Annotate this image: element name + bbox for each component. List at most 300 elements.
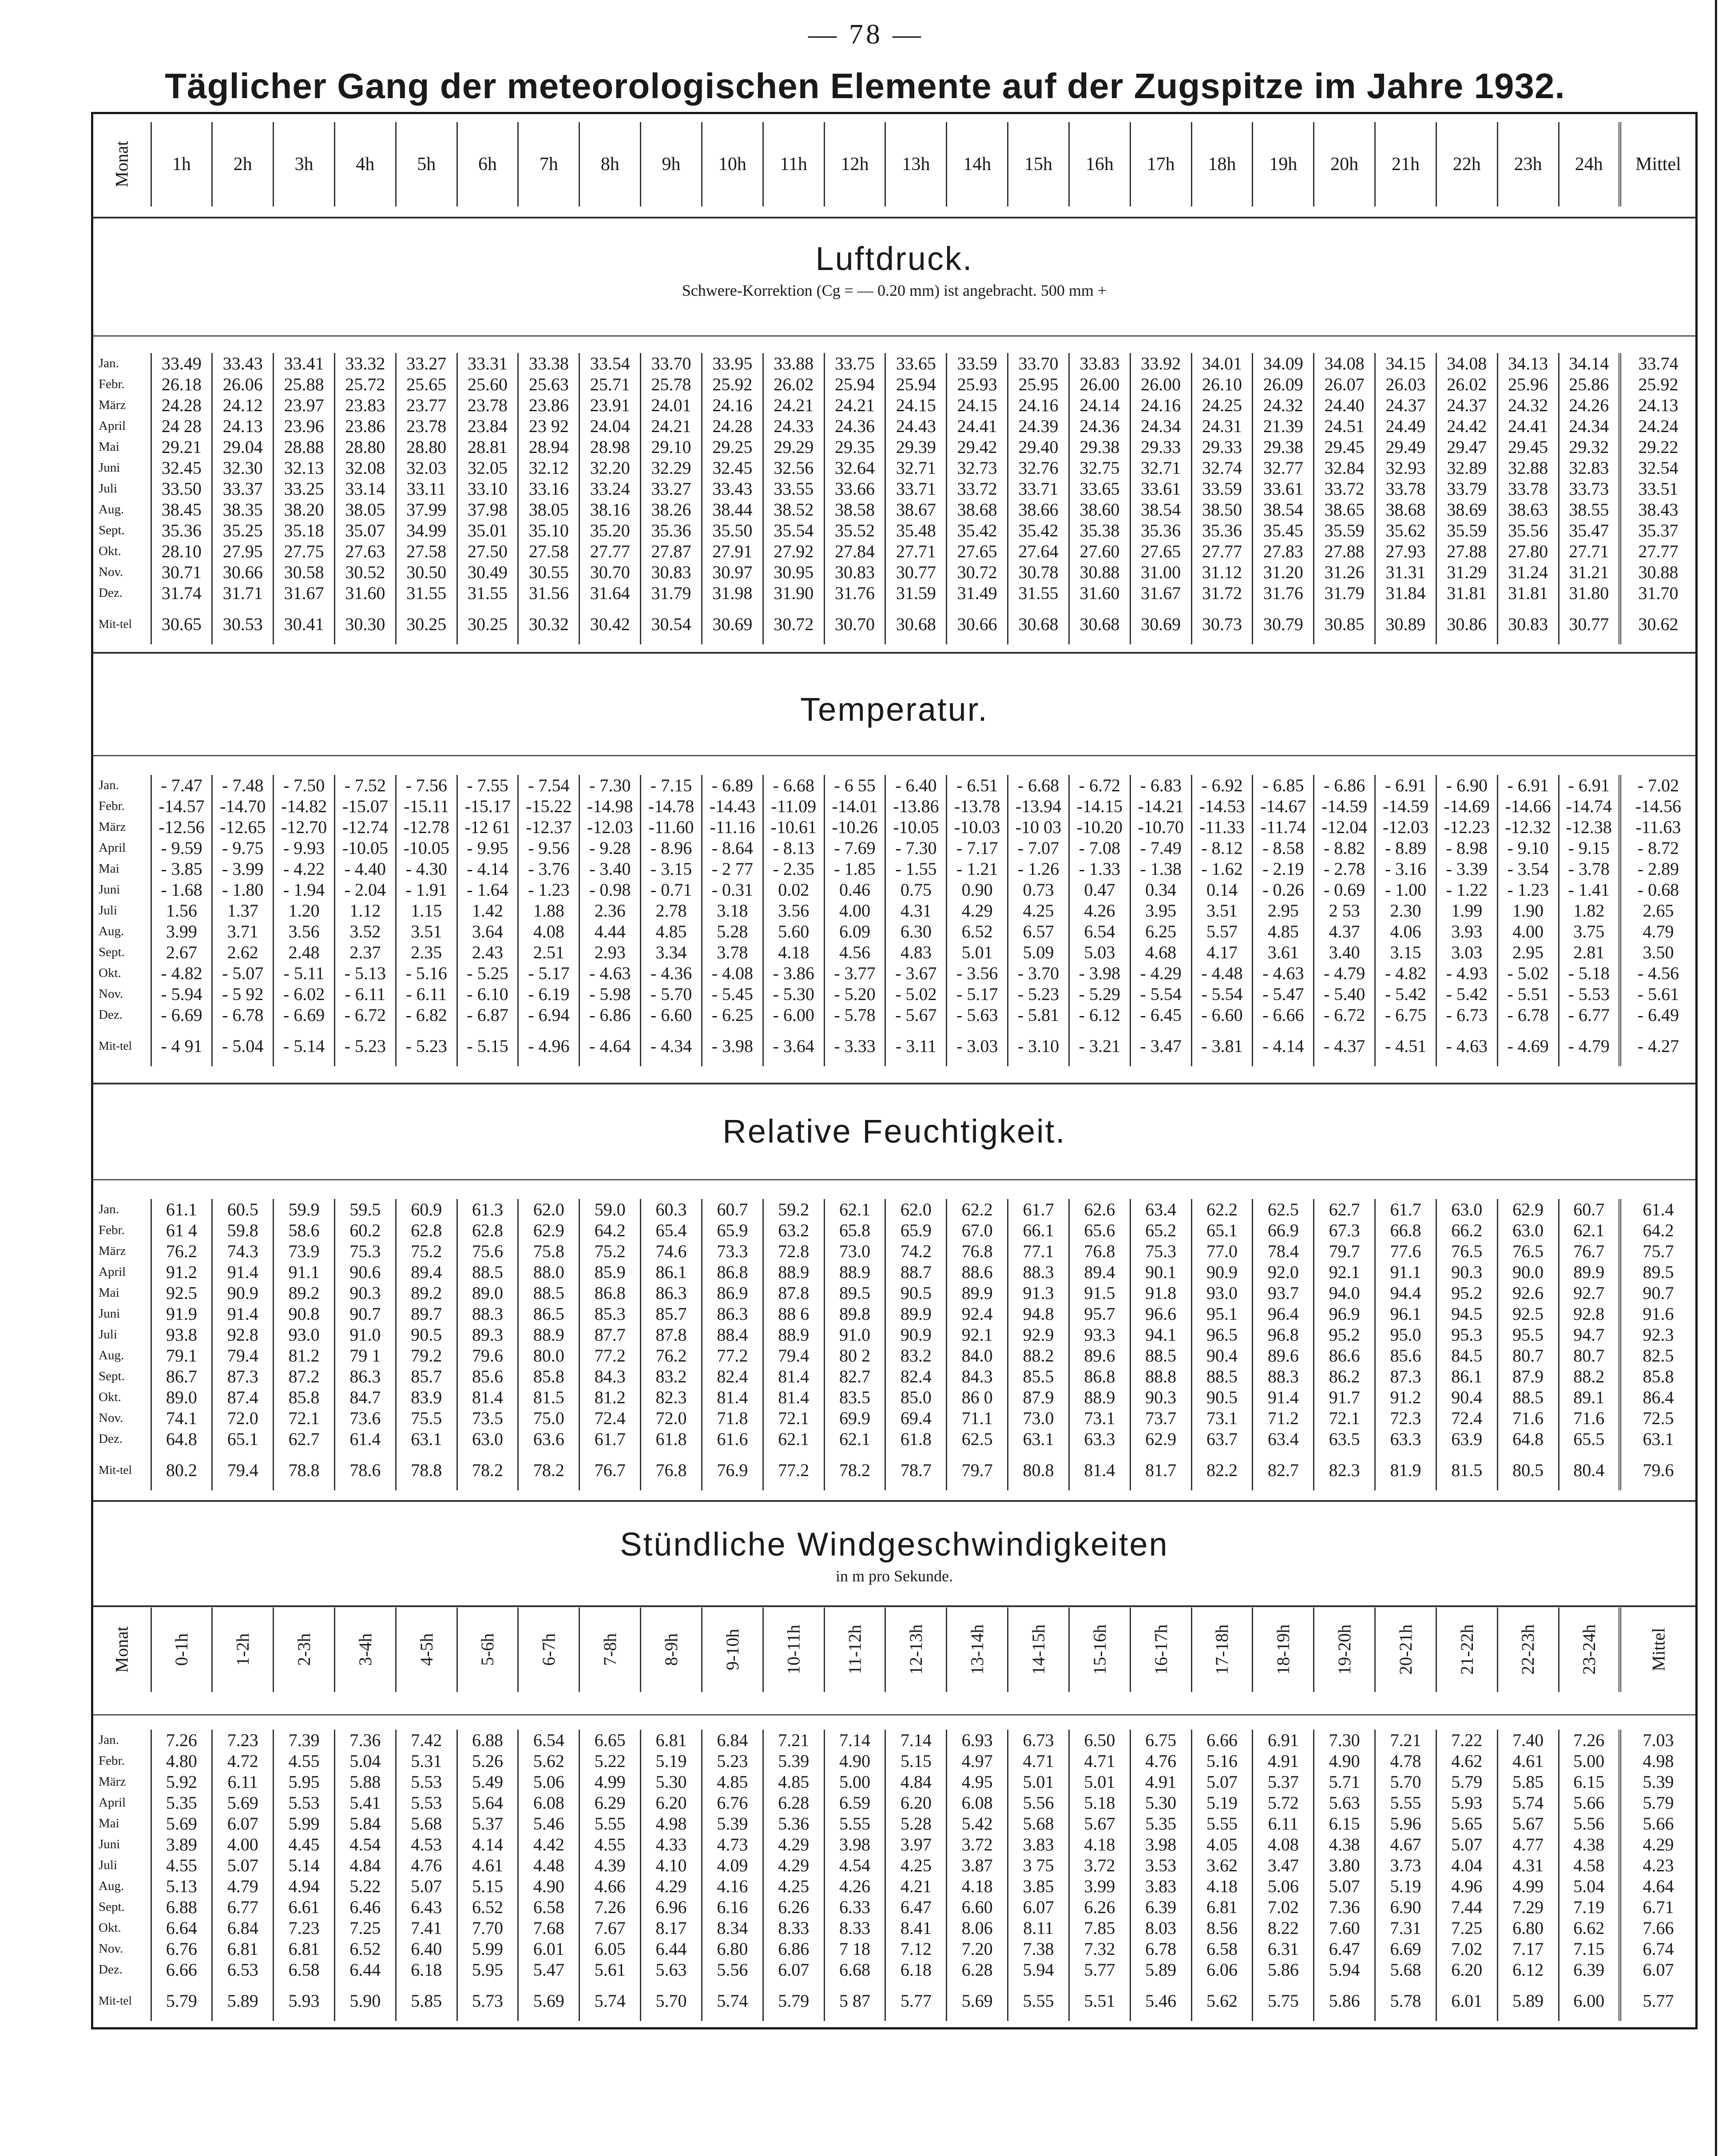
data-cell: 5.68 <box>1375 1959 1436 1980</box>
data-cell: 7.70 <box>457 1918 518 1938</box>
data-cell: 4.08 <box>1253 1834 1314 1855</box>
data-cell: - 7.17 <box>947 838 1008 858</box>
wind-column-header <box>93 1608 1695 1692</box>
data-cell: 73.7 <box>1130 1408 1191 1429</box>
data-cell: 89.3 <box>457 1324 518 1345</box>
data-cell: 24.21 <box>824 395 885 416</box>
mean-cell: 82.7 <box>1253 1449 1314 1490</box>
data-cell: 2.81 <box>1559 942 1620 963</box>
mean-cell: 30.66 <box>947 604 1008 644</box>
data-cell: 35.36 <box>1191 520 1253 541</box>
data-cell: 83.2 <box>885 1345 947 1366</box>
hour-header-table <box>93 122 1695 206</box>
data-cell: 82.3 <box>641 1387 702 1408</box>
section-heading-wind <box>93 1525 1695 1585</box>
data-cell: 4.25 <box>763 1876 824 1897</box>
data-cell: 60.9 <box>396 1199 457 1220</box>
data-cell: 64.8 <box>1497 1429 1559 1449</box>
data-cell: 29.39 <box>885 437 947 457</box>
data-cell: 4.17 <box>1191 942 1253 963</box>
data-cell: - 0.71 <box>641 879 702 900</box>
table-row <box>93 1366 1695 1387</box>
interval-column-header <box>641 1608 702 1692</box>
section-rule <box>93 1083 1695 1084</box>
hour-column-header: 3h <box>274 122 335 206</box>
data-cell: 5.99 <box>457 1938 518 1959</box>
data-cell: -13.86 <box>885 796 947 817</box>
data-cell: -12.04 <box>1314 817 1375 838</box>
data-cell: 5.55 <box>1375 1792 1436 1813</box>
data-cell: - 6.12 <box>1069 1005 1130 1025</box>
data-cell: 4.33 <box>641 1834 702 1855</box>
data-cell: 31.31 <box>1375 562 1436 583</box>
data-cell: - 5.51 <box>1497 984 1559 1005</box>
data-cell: - 7.30 <box>579 775 641 796</box>
data-cell: 89.6 <box>1253 1345 1314 1366</box>
data-cell: 21.39 <box>1253 416 1314 437</box>
data-cell: 6.65 <box>579 1730 641 1751</box>
interval-column-header <box>947 1608 1008 1692</box>
data-cell: 23.97 <box>274 395 335 416</box>
data-cell: - 5.63 <box>947 1005 1008 1025</box>
data-cell: 7.44 <box>1436 1897 1497 1918</box>
data-cell: 27.75 <box>274 541 335 562</box>
data-cell: 85.5 <box>1008 1366 1069 1387</box>
hour-column-header: 15h <box>1008 122 1069 206</box>
data-cell: 38.60 <box>1069 499 1130 520</box>
data-cell: 62.5 <box>1253 1199 1314 1220</box>
annual-mean-value: 30.62 <box>1620 604 1695 644</box>
table-row <box>93 1199 1695 1220</box>
data-cell: 79.6 <box>457 1345 518 1366</box>
mean-cell: 79.7 <box>947 1449 1008 1490</box>
data-cell: - 6.94 <box>518 1005 579 1025</box>
data-cell: 5.15 <box>885 1751 947 1771</box>
table-row <box>93 1241 1695 1262</box>
data-cell: - 6.60 <box>641 1005 702 1025</box>
data-cell: 34.15 <box>1375 353 1436 374</box>
data-cell: 8.34 <box>702 1918 763 1938</box>
data-cell: - 6.02 <box>274 984 335 1005</box>
month-label: Dez. <box>99 1432 123 1446</box>
data-cell: - 6.66 <box>1253 1005 1314 1025</box>
data-cell: - 9.93 <box>274 838 335 858</box>
data-cell: 35.50 <box>702 520 763 541</box>
data-cell: - 7.48 <box>212 775 274 796</box>
data-cell: 7.25 <box>334 1918 396 1938</box>
row-mean-value: 35.37 <box>1620 520 1695 541</box>
data-cell: 83.2 <box>641 1366 702 1387</box>
data-cell: 7.26 <box>579 1897 641 1918</box>
data-cell: 5.01 <box>1008 1771 1069 1792</box>
interval-column-header <box>885 1608 947 1692</box>
data-cell: 4.76 <box>1130 1751 1191 1771</box>
data-cell: 38.68 <box>1375 499 1436 520</box>
data-cell: 89.0 <box>457 1282 518 1303</box>
mean-row <box>93 1980 1695 2021</box>
data-cell: - 5.11 <box>274 963 335 984</box>
data-cell: 26.18 <box>151 374 212 395</box>
data-cell: 35.36 <box>151 520 212 541</box>
mean-cell: 78.7 <box>885 1449 947 1490</box>
data-cell: 4.18 <box>1069 1834 1130 1855</box>
data-cell: 92.5 <box>1497 1303 1559 1324</box>
mean-cell: 6.00 <box>1559 1980 1620 2021</box>
data-cell: - 8.98 <box>1436 838 1497 858</box>
data-cell: 6.86 <box>763 1938 824 1959</box>
data-cell: 4.98 <box>641 1813 702 1834</box>
mean-cell: - 3.47 <box>1130 1025 1191 1066</box>
data-cell: 30.55 <box>518 562 579 583</box>
data-cell: 3.34 <box>641 942 702 963</box>
month-label: Juni <box>99 1837 120 1851</box>
interval-header-table <box>93 1608 1695 1692</box>
data-cell: 0.90 <box>947 879 1008 900</box>
data-cell: 5.41 <box>334 1792 396 1813</box>
data-cell: - 3.54 <box>1497 858 1559 879</box>
data-cell: - 8.96 <box>641 838 702 858</box>
data-cell: 31.84 <box>1375 583 1436 604</box>
hour-column-header: 11h <box>763 122 824 206</box>
data-cell: 23.91 <box>579 395 641 416</box>
data-cell: 93.0 <box>274 1324 335 1345</box>
data-cell: - 6.40 <box>885 775 947 796</box>
data-cell: 6.69 <box>1375 1938 1436 1959</box>
data-cell: - 6.75 <box>1375 1005 1436 1025</box>
data-cell: 32.77 <box>1253 457 1314 478</box>
data-cell: 84.0 <box>947 1345 1008 1366</box>
data-cell: 5.72 <box>1253 1792 1314 1813</box>
data-cell: 5.64 <box>457 1792 518 1813</box>
data-cell: 6.76 <box>151 1938 212 1959</box>
data-cell: 86.5 <box>518 1303 579 1324</box>
data-cell: 32.76 <box>1008 457 1069 478</box>
data-cell: 84.7 <box>334 1387 396 1408</box>
mean-cell: 79.4 <box>212 1449 274 1490</box>
table-row <box>93 583 1695 604</box>
data-cell: 27.58 <box>396 541 457 562</box>
hour-column-header: 10h <box>702 122 763 206</box>
data-cell: 33.41 <box>274 353 335 374</box>
month-label: Aug. <box>99 1348 124 1362</box>
data-cell: -12.23 <box>1436 817 1497 838</box>
row-mean-value: - 2.89 <box>1620 858 1695 879</box>
data-cell: 6.91 <box>1253 1730 1314 1751</box>
data-cell: - 2.19 <box>1253 858 1314 879</box>
data-cell: 33.75 <box>824 353 885 374</box>
data-cell: 63.7 <box>1191 1429 1253 1449</box>
header-rule <box>93 1714 1695 1715</box>
data-cell: 4.38 <box>1314 1834 1375 1855</box>
data-cell: 6.29 <box>579 1792 641 1813</box>
row-mean-value: 24.13 <box>1620 395 1695 416</box>
data-cell: 5.04 <box>1559 1876 1620 1897</box>
mean-cell: 77.2 <box>763 1449 824 1490</box>
data-cell: 38.67 <box>885 499 947 520</box>
table-row <box>93 942 1695 963</box>
data-cell: -12.70 <box>274 817 335 838</box>
data-cell: 6.43 <box>396 1897 457 1918</box>
data-cell: 5.67 <box>1497 1813 1559 1834</box>
mean-cell: 76.7 <box>579 1449 641 1490</box>
data-cell: 29.32 <box>1559 437 1620 457</box>
row-mean-value: 4.23 <box>1620 1855 1695 1876</box>
data-cell: - 6.72 <box>334 1005 396 1025</box>
mean-cell: 5.62 <box>1191 1980 1253 2021</box>
table-row <box>93 1324 1695 1345</box>
data-cell: 95.2 <box>1436 1282 1497 1303</box>
data-cell: 80.0 <box>518 1345 579 1366</box>
data-cell: 31.67 <box>274 583 335 604</box>
data-cell: 24.21 <box>763 395 824 416</box>
data-cell: 73.1 <box>1069 1408 1130 1429</box>
mean-column-header: Mittel <box>1620 122 1695 206</box>
interval-column-header <box>396 1608 457 1692</box>
data-cell: 67.3 <box>1314 1220 1375 1241</box>
data-cell: 63.1 <box>396 1429 457 1449</box>
data-cell: 33.16 <box>518 478 579 499</box>
data-cell: 7.14 <box>824 1730 885 1751</box>
data-cell: 63.0 <box>457 1429 518 1449</box>
data-cell: 62.8 <box>396 1220 457 1241</box>
interval-column-header <box>212 1608 274 1692</box>
data-cell: 31.79 <box>641 583 702 604</box>
month-column-header-text: Monat <box>111 1626 132 1673</box>
data-cell: 72.4 <box>579 1408 641 1429</box>
data-cell: 6.81 <box>274 1938 335 1959</box>
data-cell: 63.0 <box>1436 1199 1497 1220</box>
data-cell: 35.56 <box>1497 520 1559 541</box>
row-mean-value: 5.66 <box>1620 1813 1695 1834</box>
data-cell: 91.5 <box>1069 1282 1130 1303</box>
data-cell: 5.26 <box>457 1751 518 1771</box>
mean-cell: 30.30 <box>334 604 396 644</box>
data-cell: 6.64 <box>151 1918 212 1938</box>
data-cell: 85.6 <box>457 1366 518 1387</box>
data-cell: 24.41 <box>947 416 1008 437</box>
data-cell: 4.29 <box>763 1855 824 1876</box>
data-cell: 6.52 <box>457 1897 518 1918</box>
data-cell: - 6.86 <box>1314 775 1375 796</box>
data-cell: 65.4 <box>641 1220 702 1241</box>
month-label: Febr. <box>99 799 125 813</box>
hour-column-header: 19h <box>1253 122 1314 206</box>
data-cell: 91.8 <box>1130 1282 1191 1303</box>
data-cell: 4.55 <box>579 1834 641 1855</box>
interval-column-header <box>763 1608 824 1692</box>
data-cell: 5.18 <box>1069 1792 1130 1813</box>
data-cell: 2.93 <box>579 942 641 963</box>
data-cell: 62.7 <box>274 1429 335 1449</box>
month-label: Nov. <box>99 565 123 579</box>
data-cell: 4.42 <box>518 1834 579 1855</box>
data-cell: 73.6 <box>334 1408 396 1429</box>
data-cell: - 1.23 <box>518 879 579 900</box>
row-mean-value: 72.5 <box>1620 1408 1695 1429</box>
data-cell: 2.62 <box>212 942 274 963</box>
data-cell: 6.44 <box>334 1959 396 1980</box>
table-row <box>93 1792 1695 1813</box>
data-cell: 63.9 <box>1436 1429 1497 1449</box>
data-cell: 6.84 <box>212 1918 274 1938</box>
data-cell: 4.61 <box>457 1855 518 1876</box>
data-cell: 31.21 <box>1559 562 1620 583</box>
data-cell: 3.93 <box>1436 921 1497 942</box>
hour-column-header: 1h <box>151 122 212 206</box>
data-cell: 26.03 <box>1375 374 1436 395</box>
data-cell: 5.71 <box>1314 1771 1375 1792</box>
data-cell: 88.5 <box>1130 1345 1191 1366</box>
data-cell: 6.58 <box>518 1897 579 1918</box>
data-cell: 90.4 <box>1436 1387 1497 1408</box>
data-cell: 8.22 <box>1253 1918 1314 1938</box>
data-cell: 33.37 <box>212 478 274 499</box>
row-mean-value: 32.54 <box>1620 457 1695 478</box>
data-cell: 24.51 <box>1314 416 1375 437</box>
section-title: Stündliche Windgeschwindigkeiten <box>620 1526 1169 1563</box>
data-cell: 4.55 <box>151 1855 212 1876</box>
data-cell: 27.84 <box>824 541 885 562</box>
data-cell: 90.5 <box>1191 1387 1253 1408</box>
data-cell: 31.79 <box>1314 583 1375 604</box>
row-mean-value: 82.5 <box>1620 1345 1695 1366</box>
data-cell: 26.10 <box>1191 374 1253 395</box>
data-cell: - 6.60 <box>1191 1005 1253 1025</box>
data-cell: 23.83 <box>334 395 396 416</box>
data-cell: 27.71 <box>1559 541 1620 562</box>
data-cell: 74.3 <box>212 1241 274 1262</box>
data-cell: 5.63 <box>1314 1792 1375 1813</box>
data-cell: 88.9 <box>763 1262 824 1282</box>
data-cell: 32.45 <box>702 457 763 478</box>
data-cell: 3.40 <box>1314 942 1375 963</box>
mean-cell: 82.3 <box>1314 1449 1375 1490</box>
data-cell: 88.5 <box>457 1262 518 1282</box>
mean-cell: 80.5 <box>1497 1449 1559 1490</box>
data-cell: 34.08 <box>1436 353 1497 374</box>
data-cell: -12 61 <box>457 817 518 838</box>
data-cell: 59.2 <box>763 1199 824 1220</box>
page-title: Täglicher Gang der meteorologischen Elemente auf der Zugspitze im Jahre 1932. <box>165 66 1565 106</box>
data-cell: 6.12 <box>1497 1959 1559 1980</box>
data-cell: 31.81 <box>1436 583 1497 604</box>
month-label: Sept. <box>99 1369 125 1383</box>
mean-cell: - 5.14 <box>274 1025 335 1066</box>
data-cell: - 6.82 <box>396 1005 457 1025</box>
data-cell: 1.12 <box>334 900 396 921</box>
annual-mean-value: 79.6 <box>1620 1449 1695 1490</box>
data-cell: - 7.47 <box>151 775 212 796</box>
data-cell: 30.88 <box>1069 562 1130 583</box>
data-cell: 4.78 <box>1375 1751 1436 1771</box>
data-cell: - 5.67 <box>885 1005 947 1025</box>
data-cell: 35.42 <box>947 520 1008 541</box>
data-cell: - 5.45 <box>702 984 763 1005</box>
data-cell: - 5.23 <box>1008 984 1069 1005</box>
data-cell: 91.1 <box>1375 1262 1436 1282</box>
data-cell: 72.1 <box>1314 1408 1375 1429</box>
table-row <box>93 1429 1695 1449</box>
data-cell: 4.14 <box>457 1834 518 1855</box>
mean-row-label: Mit-tel <box>99 1463 132 1477</box>
row-mean-value: 25.92 <box>1620 374 1695 395</box>
page-number: — 78 — <box>808 18 924 50</box>
data-cell: 4.44 <box>579 921 641 942</box>
month-label: März <box>99 398 126 412</box>
data-cell: 4.00 <box>1497 921 1559 942</box>
mean-cell: 30.70 <box>824 604 885 644</box>
data-cell: -14.74 <box>1559 796 1620 817</box>
mean-row-label: Mit-tel <box>99 617 132 631</box>
data-cell: 24.04 <box>579 416 641 437</box>
interval-column-header-text: 2-3h <box>294 1633 314 1666</box>
data-cell: 79.4 <box>763 1345 824 1366</box>
data-cell: 4.18 <box>1191 1876 1253 1897</box>
mean-cell: 5.78 <box>1375 1980 1436 2021</box>
data-cell: 88.9 <box>824 1262 885 1282</box>
data-cell: -10.05 <box>334 838 396 858</box>
mean-cell: - 4.96 <box>518 1025 579 1066</box>
data-cell: -14.59 <box>1314 796 1375 817</box>
data-cell: 85.7 <box>396 1366 457 1387</box>
table-row <box>93 562 1695 583</box>
data-cell: 87.7 <box>579 1324 641 1345</box>
mean-cell: 30.72 <box>763 604 824 644</box>
mean-cell: 5.86 <box>1314 1980 1375 2021</box>
data-cell: 7.21 <box>763 1730 824 1751</box>
data-cell: 5.85 <box>1497 1771 1559 1792</box>
data-cell: 24 28 <box>151 416 212 437</box>
data-cell: 83.9 <box>396 1387 457 1408</box>
data-cell: 25.63 <box>518 374 579 395</box>
data-cell: 5.61 <box>579 1959 641 1980</box>
data-cell: -11.60 <box>641 817 702 838</box>
data-cell: 2.36 <box>579 900 641 921</box>
row-mean-value: 4.98 <box>1620 1751 1695 1771</box>
month-label: Sept. <box>99 1900 125 1914</box>
data-cell: 95.0 <box>1375 1324 1436 1345</box>
mean-cell: - 4.63 <box>1436 1025 1497 1066</box>
data-cell: 90.9 <box>1191 1262 1253 1282</box>
data-cell: 7.38 <box>1008 1938 1069 1959</box>
table-row <box>93 879 1695 900</box>
hour-column-header: 21h <box>1375 122 1436 206</box>
data-cell: 38.63 <box>1497 499 1559 520</box>
interval-column-header <box>824 1608 885 1692</box>
data-cell: 3.71 <box>212 921 274 942</box>
wind-table <box>93 1730 1695 2021</box>
data-cell: 1.56 <box>151 900 212 921</box>
table-row <box>93 858 1695 879</box>
column-header <box>93 122 1695 206</box>
data-cell: 79.2 <box>396 1345 457 1366</box>
data-cell: 87.3 <box>212 1366 274 1387</box>
interval-column-header <box>151 1608 212 1692</box>
data-cell: 60.7 <box>1559 1199 1620 1220</box>
data-cell: - 6.90 <box>1436 775 1497 796</box>
mean-cell: 78.8 <box>274 1449 335 1490</box>
data-cell: 65.1 <box>1191 1220 1253 1241</box>
data-cell: 35.36 <box>1130 520 1191 541</box>
data-cell: 81.5 <box>518 1387 579 1408</box>
data-cell: 6.08 <box>947 1792 1008 1813</box>
mean-row <box>93 604 1695 644</box>
data-cell: 28.10 <box>151 541 212 562</box>
data-cell: 5.93 <box>1436 1792 1497 1813</box>
data-cell: 6.07 <box>212 1813 274 1834</box>
data-cell: 72.0 <box>641 1408 702 1429</box>
data-cell: 4.79 <box>212 1876 274 1897</box>
